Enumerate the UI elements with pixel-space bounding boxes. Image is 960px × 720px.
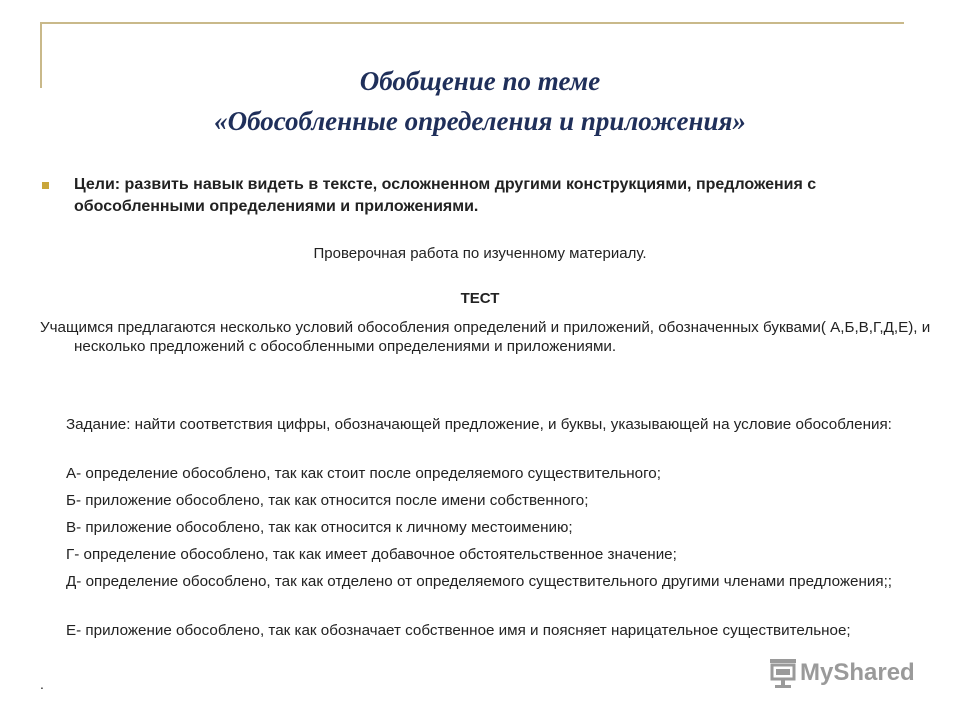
goal-text: Цели: развить навык видеть в тексте, осложненном другими конструкциями, предложения с обособленными определениями и приложениями. (74, 176, 817, 215)
test-heading: ТЕСТ (460, 290, 500, 307)
watermark-logo (766, 656, 915, 690)
task-paragraph: Задание: найти соответствия цифры, обозначающей предложение, и буквы, указывающей на условие обособления: (66, 416, 892, 433)
slide-title-line1: Обобщение по теме (359, 66, 601, 96)
projector-icon (766, 657, 800, 689)
intro-paragraph: Учащимся предлагаются несколько условий обособления определений и приложений, обозначенных буквами( А,Б,В,Г,Д,Е), и несколько предложений с обособленными определениями и приложениями. (40, 319, 931, 355)
check-work-text: Проверочная работа по изученному материалу. (313, 245, 647, 262)
condition-e: Е- приложение обособлено, так как обозначает собственное имя и поясняет нарицательное существительное; (66, 622, 851, 639)
slide-title-line2: «Обособленные определения и приложения» (214, 106, 746, 136)
condition-b: Б- приложение обособлено, так как относится после имени собственного; (66, 492, 589, 509)
frame-top-line (40, 22, 904, 24)
condition-d: Д- определение обособлено, так как отделено от определяемого существительного другими членами предложения;; (66, 573, 893, 590)
condition-a: А- определение обособлено, так как стоит после определяемого существительного; (66, 465, 661, 482)
trailing-dot: . (40, 676, 44, 692)
watermark-text: MyShared (800, 659, 915, 686)
condition-g: Г- определение обособлено, так как имеет добавочное обстоятельственное значение; (66, 546, 677, 563)
bullet-icon (42, 182, 49, 189)
condition-v: В- приложение обособлено, так как относится к личному местоимению; (66, 519, 573, 536)
